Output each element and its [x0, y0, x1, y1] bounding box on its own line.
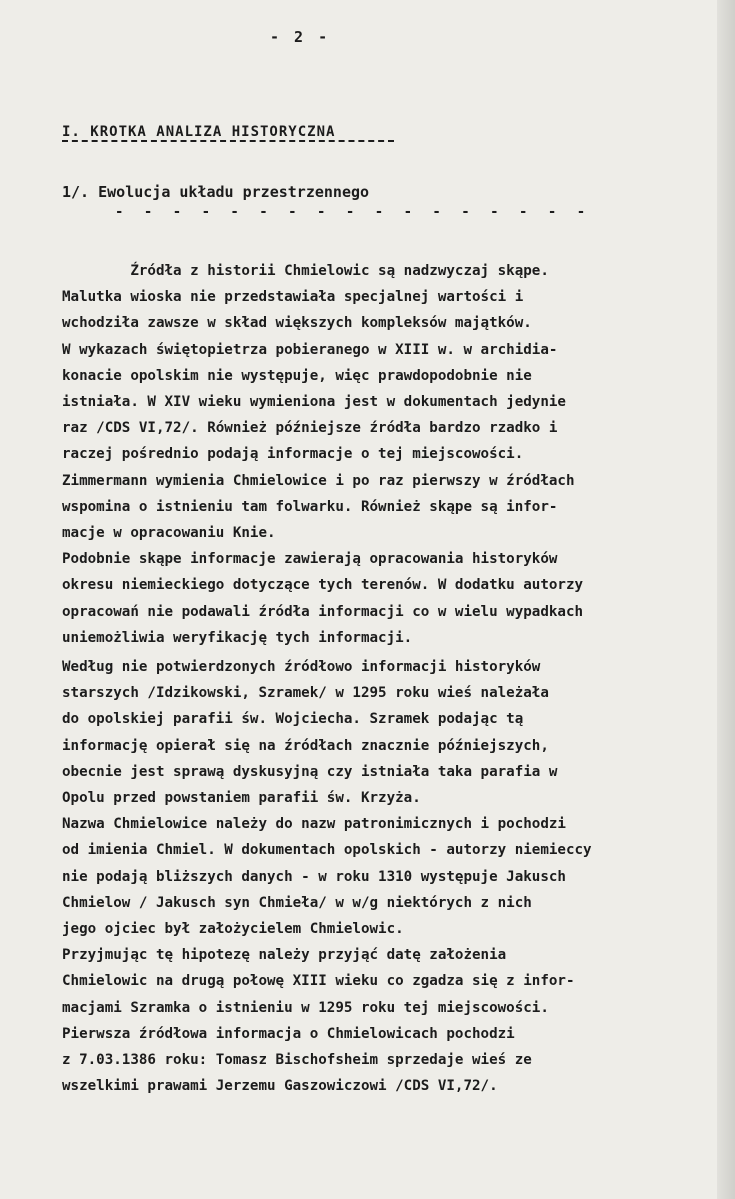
text-line: wspomina o istnieniu tam folwarku. Również skąpe są infor-	[62, 498, 558, 515]
text-line: nie podają bliższych danych - w roku 1310 występuje Jakusch	[62, 868, 566, 885]
text-line: Pierwsza źródłowa informacja o Chmielowicach pochodzi	[62, 1025, 515, 1042]
paragraph	[62, 654, 730, 1099]
text-line: z 7.03.1386 roku: Tomasz Bischofsheim sprzedaje wieś ze	[62, 1052, 532, 1069]
text-line: Chmielow / Jakusch syn Chmieła/ w w/g niektórych z nich	[62, 894, 532, 911]
text-line: Podobnie skąpe informacje zawierają opracowania historyków	[62, 551, 558, 568]
text-line: opracowań nie podawali źródła informacji co w wielu wypadkach	[62, 603, 584, 620]
page-number: - 2 -	[270, 28, 331, 46]
text-line: obecnie jest sprawą dyskusyjną czy istniała taka parafia w	[62, 763, 558, 780]
section-heading-underline	[62, 140, 394, 142]
text-line: Według nie potwierdzonych źródłowo informacji historyków	[62, 659, 541, 676]
text-line: Źródła z historii Chmielowic są nadzwyczaj skąpe.	[62, 263, 549, 279]
subsection-heading: 1/. Ewolucja układu przestrzennego	[62, 183, 370, 201]
text-line: raz /CDS VI,72/. Również późniejsze źródła bardzo rzadko i	[62, 420, 558, 437]
text-line: raczej pośrednio podają informacje o tej miejscowości.	[62, 446, 524, 463]
text-line: starszych /Idzikowski, Szramek/ w 1295 roku wieś należała	[62, 685, 549, 702]
text-line: uniemożliwia weryfikację tych informacji.	[62, 629, 413, 646]
text-line: Opolu przed powstaniem parafii św. Krzyża.	[62, 790, 421, 807]
text-line: W wykazach świętopietrza pobieranego w XIII w. w archidia-	[62, 341, 558, 358]
text-line: do opolskiej parafii św. Wojciecha. Szramek podając tą	[62, 711, 524, 728]
text-line: Przyjmując tę hipotezę należy przyjąć datę założenia	[62, 947, 507, 964]
text-line: Malutka wioska nie przedstawiała specjalnej wartości i	[62, 289, 524, 306]
text-line: okresu niemieckiego dotyczące tych terenów. W dodatku autorzy	[62, 577, 584, 594]
text-line: konacie opolskim nie występuje, więc prawdopodobnie nie	[62, 367, 532, 384]
text-line: jego ojciec był założycielem Chmielowic.	[62, 921, 404, 938]
paragraph	[62, 258, 730, 546]
text-line: informację opierał się na źródłach znacznie późniejszych,	[62, 737, 549, 754]
text-line: wszelkimi prawami Jerzemu Gaszowiczowi /CDS VI,72/.	[62, 1078, 498, 1095]
subsection-underline-dashes: - - - - - - - - - - - - - - - - -	[115, 204, 592, 220]
section-heading: I. KROTKA ANALIZA HISTORYCZNA	[62, 124, 336, 140]
text-line: Nazwa Chmielowice należy do nazw patronimicznych i pochodzi	[62, 816, 566, 833]
text-line: od imienia Chmiel. W dokumentach opolskich - autorzy niemieccy	[62, 842, 592, 859]
text-line: Zimmermann wymienia Chmielowice i po raz pierwszy w źródłach	[62, 472, 575, 489]
text-line: macjami Szramka o istnieniu w 1295 roku tej miejscowości.	[62, 999, 549, 1016]
text-line: Chmielowic na drugą połowę XIII wieku co zgadza się z infor-	[62, 973, 575, 990]
paragraph	[62, 546, 730, 651]
text-line: wchodziła zawsze w skład większych kompleksów majątków.	[62, 315, 532, 332]
text-line: istniała. W XIV wieku wymieniona jest w dokumentach jedynie	[62, 394, 566, 411]
text-line: macje w opracowaniu Knie.	[62, 525, 276, 542]
body-text	[62, 258, 730, 1100]
